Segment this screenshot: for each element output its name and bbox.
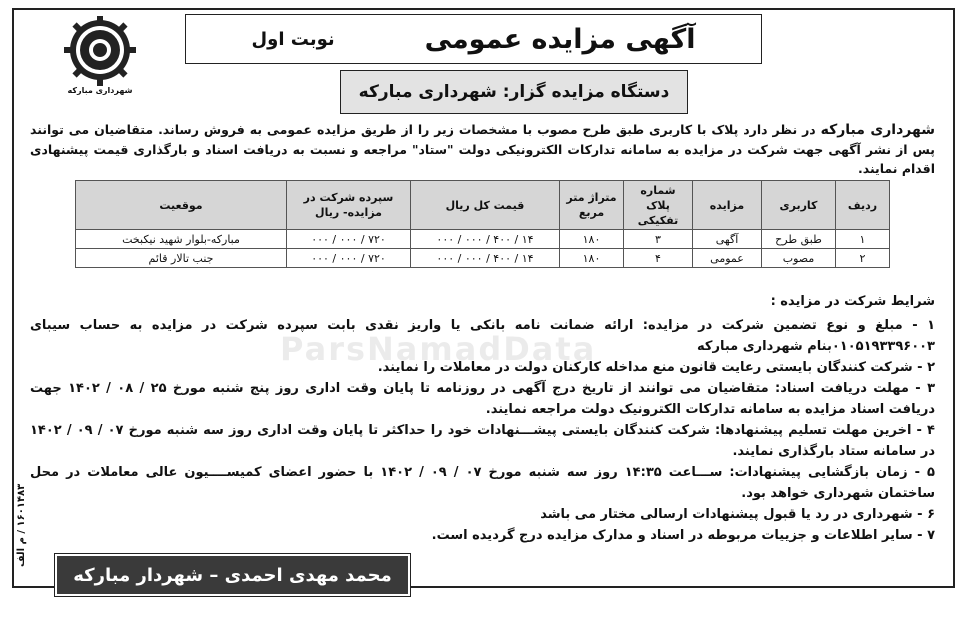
side-reference-code: ۱۶۰۱۴۸۳ / م الف xyxy=(16,483,27,567)
table-header-cell: کاربری xyxy=(762,181,836,230)
watermark: ParsNamadData xyxy=(280,330,597,368)
table-cell: مصوب xyxy=(762,249,836,268)
title-box xyxy=(185,14,762,64)
table-row xyxy=(76,230,890,249)
condition-item: ۴ - اخرین مهلت تسلیم پیشنهادها: شرکت کنندگان بایستی پیشـــنهادات خود را حداکثر تا پایان وقت اداری روز سه شنبه مورخ ۰۷ / ۰۹ / ۱۴۰۲ در سامانه ستاد بارگذاری نمایند. xyxy=(30,423,935,459)
condition-item: ۶ - شهرداری در رد یا قبول پیشنهادات ارسالی مختار می باشد xyxy=(540,507,935,522)
municipality-logo xyxy=(40,16,160,106)
table-header-cell: قیمت کل ریال xyxy=(411,181,560,230)
signature-box: محمد مهدی احمدی – شهردار مبارکه xyxy=(55,554,410,596)
table-header-row xyxy=(76,181,890,230)
intro-text: در نظر دارد پلاک با کاربری طبق طرح مصوب با مشخصات زیر را از طریق مزایده عمومی به فروش رساند. متقاضیان می توانند پس از نشر آگهی جهت شرکت در مزایده به سامانه تدارکات الکترونیکی دولت "ستاد" مراجعه و نسبت به دریافت اسناد و بارگذاری قیمت پیشنهادی اقدام نمایند. xyxy=(30,122,935,176)
table-cell: ۱۴ / ۴۰۰ / ۰۰۰ / ۰۰۰ xyxy=(411,249,560,268)
table-header-cell: موقعیت xyxy=(76,181,287,230)
table-cell: ۱۸۰ xyxy=(560,230,624,249)
notice-title: آگهی مزایده عمومی xyxy=(424,23,696,55)
conditions-list xyxy=(30,315,935,546)
condition-item: ۳ - مهلت دریافت اسناد: متقاضیان می توانند از تاریخ درج آگهی در روزنامه تا پایان وقت اداری روز پنج شنبه مورخ ۲۵ / ۰۸ / ۱۴۰۲ جهت دریافت اسناد مزایده به سامانه تدارکات الکترونیک دولت مراجعه نمایند. xyxy=(30,381,935,417)
table-cell: مبارکه-بلوار شهید نیکبخت xyxy=(76,230,287,249)
table-header-cell: شماره پلاک تفکیکی xyxy=(624,181,693,230)
logo-emblem-icon xyxy=(40,16,160,86)
table-cell: ۷۲۰ / ۰۰۰ / ۰۰۰ xyxy=(287,230,411,249)
condition-item: ۱ - مبلغ و نوع تضمین شرکت در مزایده: ارائه ضمانت نامه بانکی یا واریز نقدی بابت سپرده شرکت در مزایده به حساب سیبای ۰۱۰۵۱۹۳۳۹۶۰۰۳بنام شهرداری مبارکه xyxy=(30,318,935,354)
intro-paragraph xyxy=(30,120,935,178)
logo-caption: شهرداری مبارکه xyxy=(67,86,133,95)
table-cell: ۲ xyxy=(836,249,890,268)
table-header-cell: متراژ متر مربع xyxy=(560,181,624,230)
table-cell: ۷۲۰ / ۰۰۰ / ۰۰۰ xyxy=(287,249,411,268)
table-header-cell: ردیف xyxy=(836,181,890,230)
table-cell: ۱ xyxy=(836,230,890,249)
table-cell: جنب تالار قائم xyxy=(76,249,287,268)
notice-round: نوبت اول xyxy=(251,28,335,50)
table-cell: ۳ xyxy=(624,230,693,249)
table-cell: ۱۸۰ xyxy=(560,249,624,268)
auction-table xyxy=(75,180,890,268)
table-cell: طبق طرح xyxy=(762,230,836,249)
table-header-cell: سپرده شرکت در مزایده- ریال xyxy=(287,181,411,230)
intro-lead: شهرداری مبارکه xyxy=(820,122,935,138)
table-cell: ۱۴ / ۴۰۰ / ۰۰۰ / ۰۰۰ xyxy=(411,230,560,249)
condition-item: ۷ - سایر اطلاعات و جزییات مربوطه در اسناد و مدارک مزایده درج گردیده است. xyxy=(431,528,935,543)
table-cell: عمومی xyxy=(693,249,762,268)
table-row xyxy=(76,249,890,268)
table-cell: آگهی xyxy=(693,230,762,249)
condition-item: ۵ - زمان بازگشایی پیشنهادات: ســـاعت ۱۴:۳۵ روز سه شنبه مورخ ۰۷ / ۰۹ / ۱۴۰۲ با حضور اعضای کمیســــیون عالی معاملات در محل ساختمان شهرداری خواهد بود. xyxy=(30,465,935,501)
condition-item: ۲ - شرکت کنندگان بایستی رعایت قانون منع مداخله کارکنان دولت در معاملات را نمایند. xyxy=(377,360,935,375)
organizer-box: دستگاه مزایده گزار: شهرداری مبارکه xyxy=(340,70,688,114)
conditions-title: شرایط شرکت در مزایده : xyxy=(770,294,935,309)
table-cell: ۴ xyxy=(624,249,693,268)
table-header-cell: مزایده xyxy=(693,181,762,230)
